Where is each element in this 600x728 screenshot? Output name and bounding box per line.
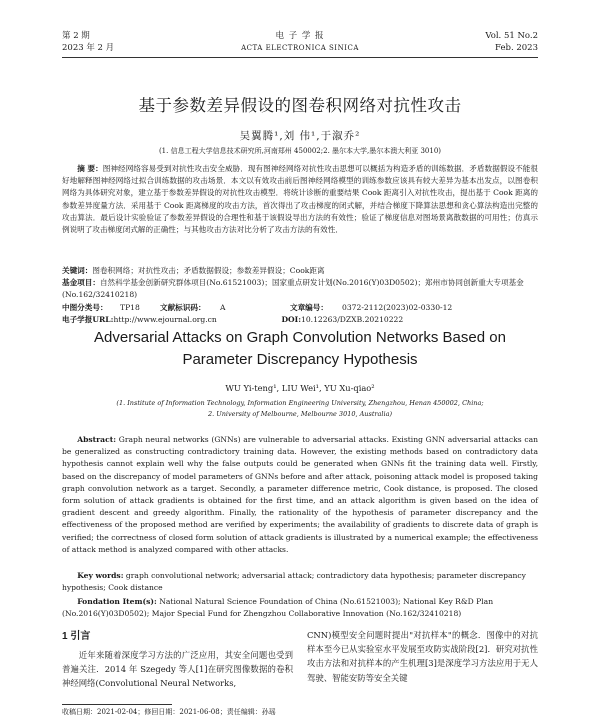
journal-url[interactable]: http://www.ejournal.org.cn [113,315,217,324]
clc-label: 中图分类号： [62,303,108,312]
body-paragraph-right: CNN)模型安全问题时提出"对抗样本"的概念．图像中的对抗样本至今已从实验室水平发展至攻防实战阶段[2]．研究对抗性攻击方法和对抗样本的产生机理[3]是深度学习方法应用于无人驾驶、智能安防等安全关键 [307,630,538,683]
classification-row [62,302,538,314]
url-doi-row [62,314,538,326]
keywords-en-text: graph convolutional network; adversarial attack; contradictory data hypothesis; parameter discrepancy hypothesis; Cook distance [62,571,526,593]
header-rule [62,57,538,58]
section-title-intro: 1 引言 [62,631,91,642]
abstract-cn [62,163,538,236]
clc-value: TP18 [120,303,140,312]
footer-dates: 收稿日期：2021-02-04；修回日期：2021-06-08；责任编辑：孙瑶 [62,708,276,716]
keywords-cn-text: 图卷积网络；对抗性攻击；矛盾数据假设；参数差异假设；Cook距离 [92,266,325,275]
affiliation-cn: (1. 信息工程大学信息技术研究所,河南郑州 450002;2. 墨尔本大学,墨尔本澳大利亚 3010) [158,147,442,155]
footer-rule [62,704,172,705]
title-en [62,327,538,371]
doc-code-label: 文献标识码： [160,303,206,312]
authors-cn: 吴翼腾¹,刘 伟¹,于溆乔² [239,130,361,142]
issue-cn: 第 2 期 [62,31,90,41]
journal-en: ACTA ELECTRONICA SINICA [241,44,359,52]
date-cn: 2023 年 2 月 [62,43,115,53]
volume: Vol. 51 No.2 [485,31,538,41]
title-en-line-2: Parameter Discrepancy Hypothesis [182,351,418,368]
running-header [62,30,538,54]
affiliation-en [62,398,538,420]
authors-en: WU Yi-teng¹, LIU Wei¹, YU Xu-qiao² [225,383,375,393]
funding-en-label: Fondation Item(s): [77,597,157,606]
keywords-cn-label: 关键词： [62,266,93,275]
funding-cn-text: 自然科学基金创新研究群体项目(No.61521003)；国家重点研发计划(No.2016(Y)03D0502)；郑州市协同创新重大专项基金(No.162/32410218) [62,278,524,300]
body-column-right [307,628,538,691]
abstract-cn-text: 图神经网络容易受到对抗性攻击安全威胁．现有图神经网络对抗性攻击思想可以概括为构造矛盾的训练数据．矛盾数据假设不能很好地解释图神经网络过拟合训练数据的攻击场景．本文以有效攻击前后图神经网络模型的训练参数应该具有较大差异为基本出发点，以图卷积网络为具体研究对象，建立基于参数差异假设的对抗性攻击模型．将统计诊断的重要结果 Cook 距离引入对抗性攻击，提出基于 Cook 距离的参数差异度量方法．采用基于 Cook 距离梯度的攻击方法，首次得出了攻击梯度的闭式解，并结合梯度下降算法思想和贪心算法构造出完整的攻击算法．最后设计实验验证了参数差异假设的合理性和基于该假设导出方法的有效性；验证了梯度信息对图场景离散数据的可用性；仿真示例说明了攻击梯度闭式解的正确性；与其他攻击方法对比分析了攻击方法的有效性． [62,164,538,235]
article-no-value: 0372-2112(2023)02-0330-12 [342,303,453,312]
funding-en-text: National Natural Science Foundation of China (No.61521003); National Key R&D Plan (No.2016(Y)03D0502); Major Special Fund for Zhengzhou Collaborative Innovation (No.162/32410218) [62,597,494,619]
body-paragraph-left: 近年来随着深度学习方法的广泛应用，其安全问题也受到普遍关注．2014 年 Szegedy 等人[1]在研究图像数据的卷积神经网络(Convolutional Neural Networks, [62,650,293,689]
funding-cn-label: 基金项目： [62,278,100,287]
journal-cn: 电 子 学 报 [275,31,325,41]
body-columns [62,628,538,691]
doi-value[interactable]: 10.12263/DZXB.20210222 [301,315,404,324]
funding-en [62,596,538,620]
url-label: 电子学报URL: [62,315,114,324]
body-column-left [62,628,293,691]
doc-code-value: A [220,303,226,312]
doi-label: DOI: [281,315,302,324]
keywords-cn [62,265,538,277]
abstract-en-label: Abstract: [77,435,117,444]
keywords-en [62,570,538,594]
title-cn: 基于参数差异假设的图卷积网络对抗性攻击 [138,96,462,115]
abstract-en [62,434,538,556]
date-en: Feb. 2023 [495,43,538,53]
affiliation-en-line-2: 2. University of Melbourne, Melbourne 3010, Australia) [207,410,392,418]
affiliation-en-line-1: (1. Institute of Information Technology, Information Engineering University, Zhengzhou, Henan 450002, China; [116,399,484,407]
abstract-cn-label: 摘 要： [77,164,103,173]
article-no-label: 文章编号： [290,303,328,312]
title-en-line-1: Adversarial Attacks on Graph Convolution Networks Based on [94,329,506,346]
funding-cn [62,277,538,301]
keywords-en-label: Key words: [77,571,124,580]
abstract-en-text: Graph neural networks (GNNs) are vulnerable to adversarial attacks. Existing GNN adversarial attacks can be generalized as constructing contradictory training data. However, the existing methods based on contradictory data hypothesis cannot explain well why the false outputs could be generated when GNNs fit the training data well. Firstly, based on the discrepancy of model parameters of GNNs before and after attack, poisoning attack model is proposed taking graph convolution network as a target. Secondly, a parameter difference metric, Cook distance, is proposed. The closed form solution of attack gradients is obtained for the first time, and an attack algorithm is given based on the idea of gradient descent and greedy algorithm. Finally, the rationality of the hypothesis of parameter discrepancy and the effectiveness of the proposed method are verified by experiments; the availability of gradients to discrete data of graph is verified; the correctness of closed form solution of attack gradients is illustrated by a numerical example; the effectiveness of attack method is analyzed compared with other attacks. [62,435,538,554]
